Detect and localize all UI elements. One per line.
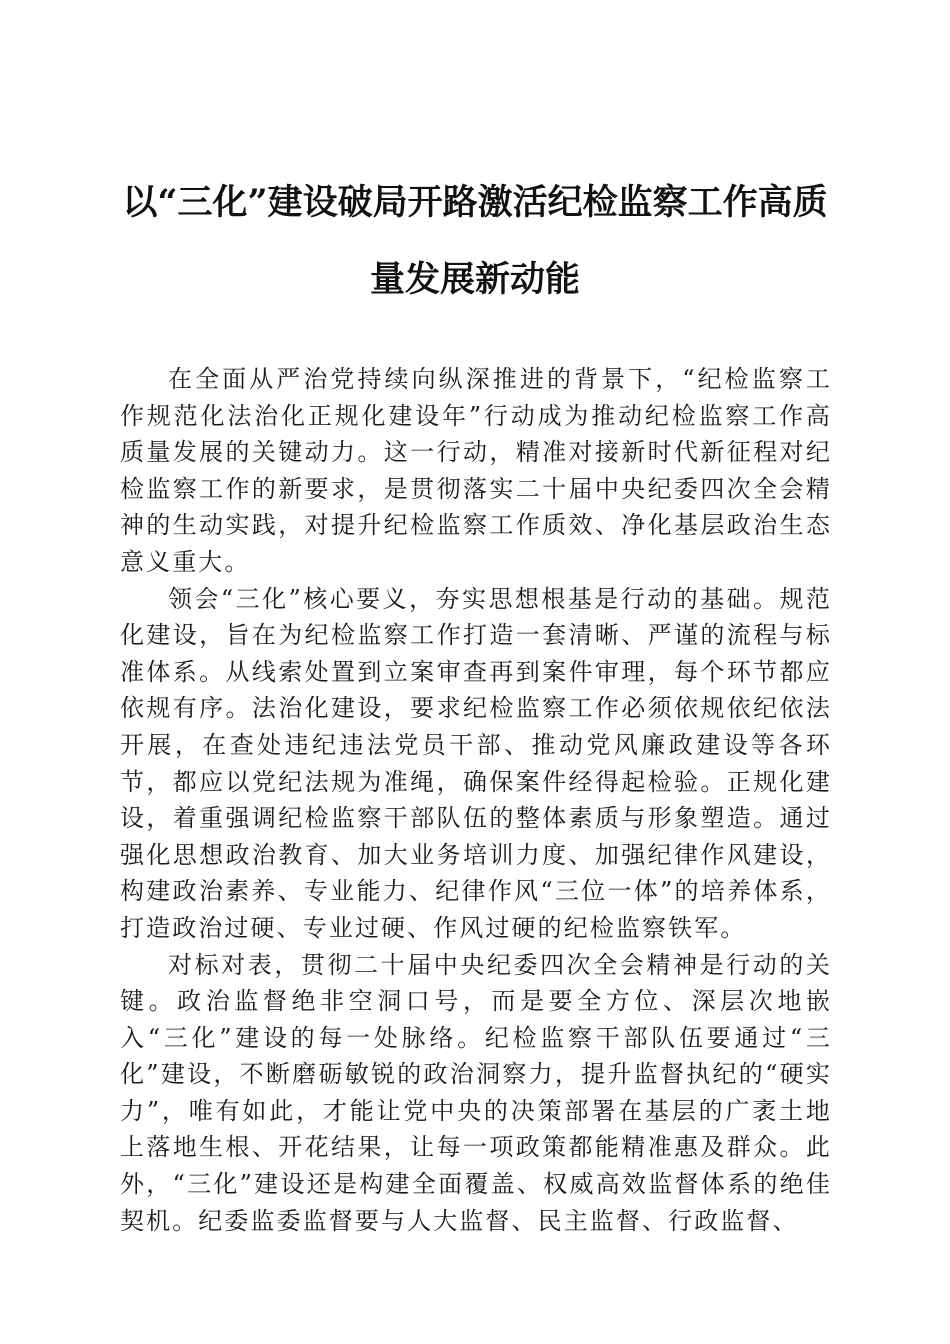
document-title: 以“三化”建设破局开路激活纪检监察工作高质量发展新动能: [122, 182, 828, 300]
document-body: [120, 361, 832, 1239]
paragraph-intro: 在全面从严治党持续向纵深推进的背景下，“纪检监察工作规范化法治化正规化建设年”行动成为推动纪检监察工作高质量发展的关键动力。这一行动，精准对接新时代新征程对纪检监察工作的新要求，是贯彻落实二十届中央纪委四次全会精神的生动实践，对提升纪检监察工作质效、净化基层政治生态意义重大。: [120, 365, 832, 576]
paragraph-benchmark: 对标对表，贯彻二十届中央纪委四次全会精神是行动的关键。政治监督绝非空洞口号，而是要全方位、深层次地嵌入“三化”建设的每一处脉络。纪检监察干部队伍要通过“三化”建设，不断磨砺敏锐的政治洞察力，提升监督执纪的“硬实力”，唯有如此，才能让党中央的决策部署在基层的广袤土地上落地生根、开花结果，让每一项政策都能精准惠及群众。此外，“三化”建设还是构建全面覆盖、权威高效监督体系的绝佳契机。纪委监委监督要与人大监督、民主监督、行政监督、: [120, 950, 832, 1235]
paragraph-core-meaning: 领会“三化”核心要义，夯实思想根基是行动的基础。规范化建设，旨在为纪检监察工作打造一套清晰、严谨的流程与标准体系。从线索处置到立案审查再到案件审理，每个环节都应依规有序。法治化建设，要求纪检监察工作必须依规依纪依法开展，在查处违纪违法党员干部、推动党风廉政建设等各环节，都应以党纪法规为准绳，确保案件经得起检验。正规化建设，着重强调纪检监察干部队伍的整体素质与形象塑造。通过强化思想政治教育、加大业务培训力度、加强纪律作风建设，构建政治素养、专业能力、纪律作风“三位一体”的培养体系，打造政治过硬、专业过硬、作风过硬的纪检监察铁军。: [120, 584, 832, 942]
